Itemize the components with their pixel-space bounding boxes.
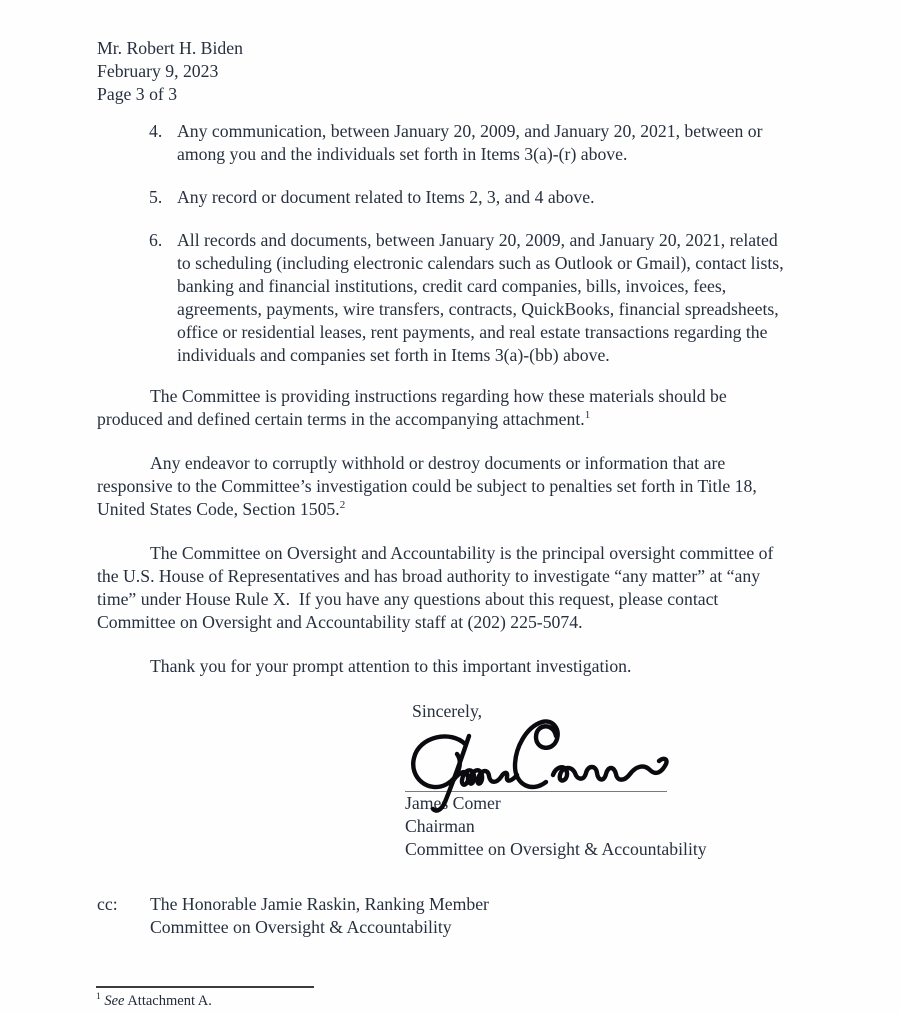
recipient-line: Mr. Robert H. Biden xyxy=(97,38,243,58)
cc-committee: Committee on Oversight & Accountability xyxy=(150,917,452,937)
paragraph-line xyxy=(97,408,811,431)
paragraph xyxy=(97,452,811,521)
page-number-line: Page 3 of 3 xyxy=(97,84,178,104)
footnote-reference: 1 xyxy=(584,409,591,422)
footnote-number: 1 xyxy=(96,992,101,1003)
footnote-separator xyxy=(96,986,314,988)
signatory-title: Chairman xyxy=(405,816,475,836)
paragraph xyxy=(97,542,811,634)
numbered-items-list xyxy=(149,120,809,367)
paragraph-line: Any endeavor to corruptly withhold or destroy documents or information that are xyxy=(150,453,726,473)
date-line: February 9, 2023 xyxy=(97,61,219,81)
item-text-line: All records and documents, between January 20, 2009, and January 20, 2021, related xyxy=(177,230,778,250)
item-number: 5. xyxy=(149,187,163,207)
item-text-line: individuals and companies set forth in Items 3(a)-(bb) above. xyxy=(177,345,610,365)
item-number: 6. xyxy=(149,230,163,250)
item-text-line: office or residential leases, rent payments, and real estate transactions regarding the xyxy=(177,322,768,342)
letter-body xyxy=(97,385,811,678)
item-text xyxy=(177,186,807,209)
item-text-line: Any communication, between January 20, 2009, and January 20, 2021, between or xyxy=(177,121,763,141)
cc-block xyxy=(97,893,489,939)
paragraph-text: United States Code, Section 1505. xyxy=(97,499,340,519)
paragraph-line: The Committee is providing instructions regarding how these materials should be xyxy=(150,386,727,406)
closing-salutation: Sincerely, xyxy=(412,701,483,721)
list-item xyxy=(149,120,809,166)
cc-label: cc: xyxy=(97,894,118,914)
footnote-reference: 2 xyxy=(339,499,346,512)
paragraph-line: Thank you for your prompt attention to this important investigation. xyxy=(150,656,632,676)
item-text-line: Any record or document related to Items 2, 3, and 4 above. xyxy=(177,187,595,207)
item-text xyxy=(177,229,807,367)
item-text-line: to scheduling (including electronic calendars such as Outlook or Gmail), contact lists, xyxy=(177,253,784,273)
signatory-committee: Committee on Oversight & Accountability xyxy=(405,839,707,859)
list-item xyxy=(149,186,809,209)
item-text-line: among you and the individuals set forth in Items 3(a)-(r) above. xyxy=(177,144,628,164)
item-text-line: agreements, payments, wire transfers, contracts, QuickBooks, financial spreadsheets, xyxy=(177,299,779,319)
footnote-text xyxy=(96,992,212,1011)
paragraph-text: produced and defined certain terms in the accompanying attachment. xyxy=(97,409,585,429)
handwritten-signature xyxy=(403,712,673,816)
signatory-name: James Comer xyxy=(405,793,501,813)
footnote-see: See xyxy=(104,993,125,1009)
item-number: 4. xyxy=(149,121,163,141)
paragraph-line xyxy=(97,498,811,521)
list-item xyxy=(149,229,809,367)
item-text-line: banking and financial institutions, credit card companies, bills, invoices, fees, xyxy=(177,276,727,296)
paragraph-line: The Committee on Oversight and Accountability is the principal oversight committee of xyxy=(150,543,774,563)
paragraph xyxy=(97,655,811,678)
paragraph-line: time” under House Rule X. If you have any questions about this request, please contact xyxy=(97,589,719,609)
footnote-rest: Attachment A. xyxy=(124,993,212,1009)
cc-recipient: The Honorable Jamie Raskin, Ranking Member xyxy=(150,894,489,914)
paragraph xyxy=(97,385,811,431)
cc-lines xyxy=(150,893,489,939)
paragraph-line: responsive to the Committee’s investigation could be subject to penalties set forth in Title 18, xyxy=(97,476,757,496)
letter-header xyxy=(97,37,243,106)
paragraph-line: Committee on Oversight and Accountability staff at (202) 225-5074. xyxy=(97,612,583,632)
item-text xyxy=(177,120,807,166)
paragraph-line: the U.S. House of Representatives and has broad authority to investigate “any matter” at “any xyxy=(97,566,761,586)
